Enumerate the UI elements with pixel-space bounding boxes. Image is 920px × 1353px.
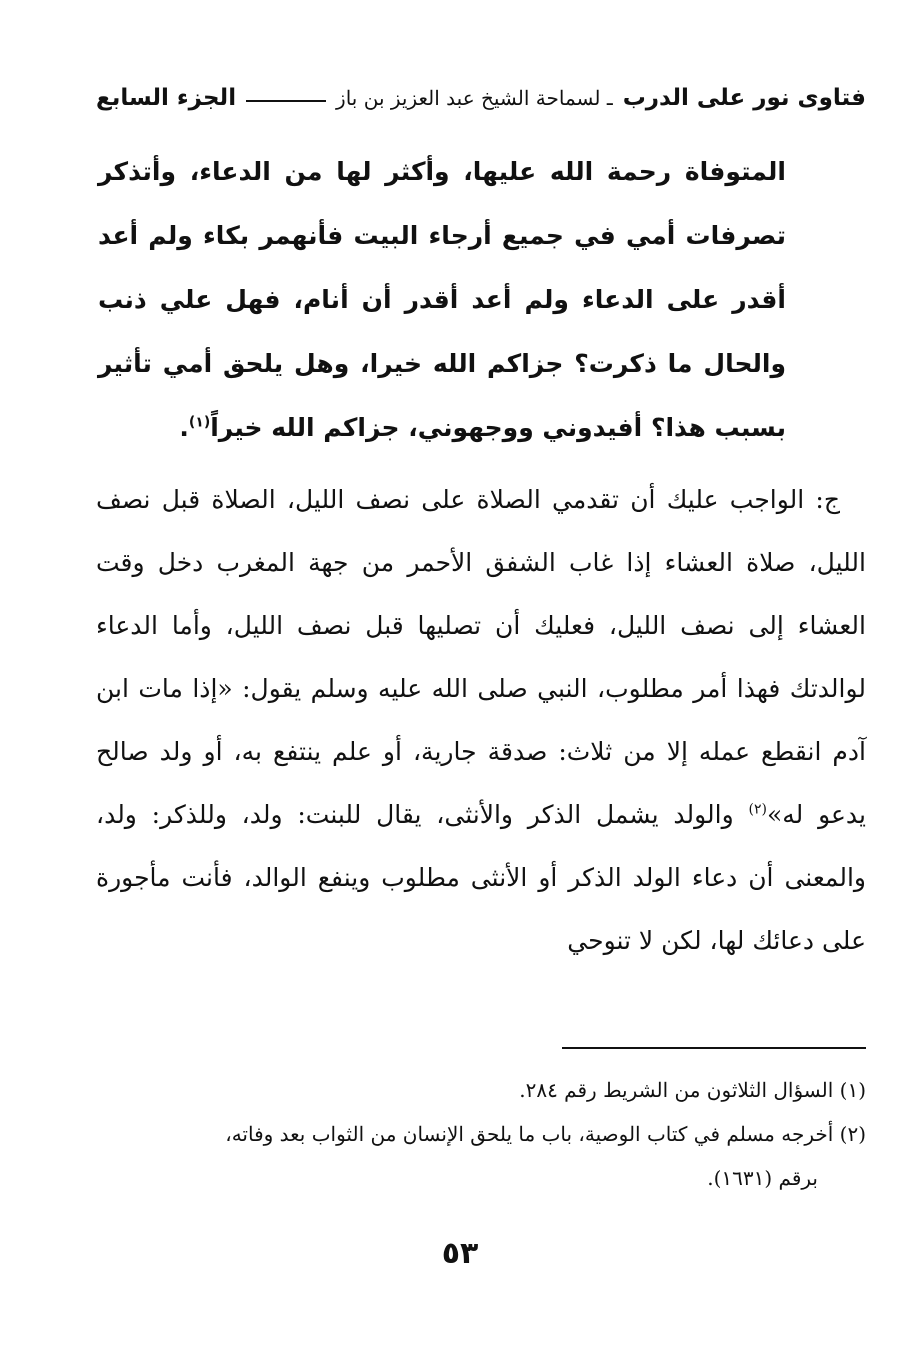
- header-rule: [246, 100, 326, 102]
- footnote-ref-1: (١): [188, 414, 211, 431]
- footnotes: [96, 1068, 866, 1200]
- header-book-title: فتاوى نور على الدرب: [622, 85, 866, 111]
- header-author: ـ لسماحة الشيخ عبد العزيز بن باز: [336, 86, 613, 110]
- answer-text-part1: ج: الواجب عليك أن تقدمي الصلاة على نصف الليل، الصلاة قبل نصف الليل، صلاة العشاء إذا غاب الشفق الأحمر من جهة المغرب دخل وقت العشاء إلى نصف الليل، فعليك أن تصليها قبل نصف الليل، وأما الدعاء لوالدتك فهذا أمر مطلوب، النبي صلى الله عليه وسلم يقول: «إذا مات ابن آدم انقطع عمله إلا من ثلاث: صدقة جارية، أو علم ينتفع به، أو ولد صالح يدعو له»: [96, 485, 866, 829]
- question-text: المتوفاة رحمة الله عليها، وأكثر لها من الدعاء، وأتذكر تصرفات أمي في جميع أرجاء البيت فأنهمر بكاء ولم أعد أقدر على الدعاء ولم أعد أقدر أن أنام، فهل علي ذنب والحال ما ذكرت؟ جزاكم الله خيرا، وهل يلحق أمي تأثير بسبب هذا؟ أفيدوني ووجهوني، جزاكم الله خيراً: [98, 157, 786, 442]
- footnote-separator: [562, 1047, 866, 1049]
- question-end-mark: .: [179, 413, 189, 442]
- footnote-2-continuation: برقم (١٦٣١).: [707, 1166, 818, 1190]
- footnote-1: (١) السؤال الثلاثون من الشريط رقم ٢٨٤.: [519, 1078, 866, 1102]
- header-volume: الجزء السابع: [96, 85, 237, 111]
- answer-paragraph: [96, 468, 866, 972]
- page-number: ٥٣: [441, 1236, 479, 1271]
- answer-block: [96, 468, 866, 972]
- question-paragraph: [98, 140, 786, 460]
- running-header: [96, 78, 866, 118]
- footnote-ref-2: (٢): [748, 801, 767, 818]
- answer-text-part2: والولد يشمل الذكر والأنثى، يقال للبنت: ولد، وللذكر: ولد، والمعنى أن دعاء الولد الذكر أو الأنثى مطلوب وينفع الوالد، فأنت مأجورة على دعائك لها، لكن لا تنوحي: [96, 800, 866, 955]
- footnote-2: (٢) أخرجه مسلم في كتاب الوصية، باب ما يلحق الإنسان من الثواب بعد وفاته،: [225, 1122, 866, 1146]
